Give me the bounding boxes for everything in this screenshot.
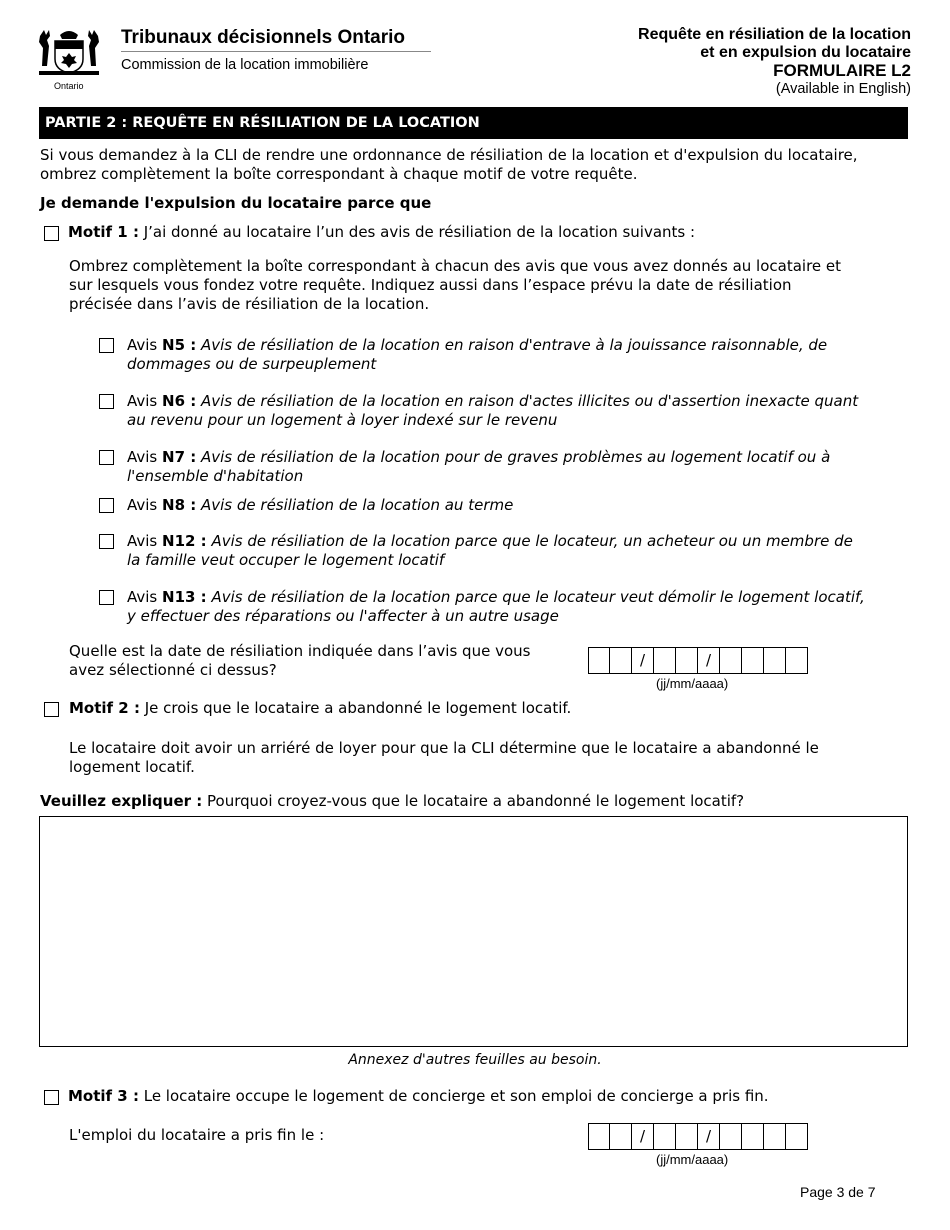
notice-n8-checkbox[interactable] xyxy=(99,498,114,513)
date-digit-cell[interactable] xyxy=(610,1123,632,1150)
attach-sheets-note: Annexez d'autres feuilles au besoin. xyxy=(348,1052,602,1068)
page-number: Page 3 de 7 xyxy=(800,1184,876,1200)
date-digit-cell[interactable] xyxy=(764,647,786,674)
notice-desc-2: au revenu pour un logement à loyer indexé sur le revenu xyxy=(127,411,558,429)
notice-n8 xyxy=(127,496,513,515)
explain-question: Pourquoi croyez-vous que le locataire a abandonné le logement locatif? xyxy=(202,792,745,810)
reason-1-instr-1: Ombrez complètement la boîte correspondant à chacun des avis que vous avez donnés au locataire et xyxy=(69,257,842,275)
reason-2-title: Motif 2 : xyxy=(69,699,140,717)
reason-1-instructions xyxy=(69,257,841,314)
date-digit-cell[interactable] xyxy=(654,1123,676,1150)
form-title-block xyxy=(638,26,911,98)
date-digit-cell[interactable] xyxy=(742,647,764,674)
date-digit-cell[interactable] xyxy=(742,1123,764,1150)
eviction-subheading: Je demande l'expulsion du locataire parce que xyxy=(40,194,432,212)
reason-2-checkbox[interactable] xyxy=(44,702,59,717)
date-separator: / xyxy=(632,1123,654,1150)
notice-n13 xyxy=(127,588,865,626)
reason-1-text: J’ai donné au locataire l’un des avis de résiliation de la location suivants : xyxy=(138,223,696,241)
intro-line-1: Si vous demandez à la CLI de rendre une ordonnance de résiliation de la location et d'expulsion du locataire, xyxy=(40,146,858,164)
reason-2-label xyxy=(69,699,571,718)
ontario-coat-of-arms-logo xyxy=(36,26,102,92)
notice-desc-2: la famille veut occuper le logement locatif xyxy=(127,551,445,569)
date-digit-cell[interactable] xyxy=(786,647,808,674)
reason-1-checkbox[interactable] xyxy=(44,226,59,241)
explain-label: Veuillez expliquer : xyxy=(40,792,203,810)
date-format-hint: (jj/mm/aaaa) xyxy=(656,676,729,691)
notice-desc-2: l'ensemble d'habitation xyxy=(127,467,304,485)
form-title-line2: et en expulsion du locataire xyxy=(700,44,911,61)
reason-3-label xyxy=(68,1087,769,1106)
logo-caption: Ontario xyxy=(54,81,84,91)
date-digit-cell[interactable] xyxy=(720,1123,742,1150)
reason-2-note-1: Le locataire doit avoir un arriéré de loyer pour que la CLI détermine que le locataire a abandonné le xyxy=(69,739,819,757)
notice-code: N6 : xyxy=(162,392,197,410)
date-digit-cell[interactable] xyxy=(676,1123,698,1150)
form-id: FORMULAIRE L2 xyxy=(773,61,911,80)
date-digit-cell[interactable] xyxy=(588,1123,610,1150)
date-digit-cell[interactable] xyxy=(654,647,676,674)
date-digit-cell[interactable] xyxy=(764,1123,786,1150)
notice-n7 xyxy=(127,448,830,486)
notice-desc-1: Avis de résiliation de la location parce que le locateur, un acheteur ou un membre de xyxy=(206,532,853,550)
reason-2-note-2: logement locatif. xyxy=(69,758,195,776)
date-question-line-1: Quelle est la date de résiliation indiquée dans l’avis que vous xyxy=(69,642,531,660)
notice-prefix: Avis xyxy=(127,336,163,354)
notice-n5 xyxy=(127,336,827,374)
intro-text xyxy=(40,146,858,184)
date-question-line-2: avez sélectionné ci dessus? xyxy=(69,661,277,679)
notice-desc-2: y effectuer des réparations ou l'affecter à un autre usage xyxy=(127,607,559,625)
employment-end-date-field[interactable] xyxy=(588,1123,808,1150)
organization-name: Tribunaux décisionnels Ontario xyxy=(121,27,405,48)
date-separator: / xyxy=(698,1123,720,1150)
notice-prefix: Avis xyxy=(127,392,163,410)
notice-n5-checkbox[interactable] xyxy=(99,338,114,353)
notice-desc-1: Avis de résiliation de la location parce que le locateur veut démolir le logement locatif, xyxy=(206,588,865,606)
date-separator: / xyxy=(632,647,654,674)
reason-1-label xyxy=(68,223,695,242)
notice-n12 xyxy=(127,532,853,570)
explain-prompt xyxy=(40,792,744,811)
date-format-hint: (jj/mm/aaaa) xyxy=(656,1152,729,1167)
notice-desc-2: dommages ou de surpeuplement xyxy=(127,355,377,373)
reason-1-title: Motif 1 : xyxy=(68,223,139,241)
notice-desc-1: Avis de résiliation de la location au terme xyxy=(196,496,514,514)
date-digit-cell[interactable] xyxy=(676,647,698,674)
reason-2-text: Je crois que le locataire a abandonné le logement locatif. xyxy=(139,699,572,717)
date-separator: / xyxy=(698,647,720,674)
notice-code: N13 : xyxy=(162,588,207,606)
reason-1-instr-2: sur lesquels vous fondez votre requête. Indiquez aussi dans l’espace prévu la date de résiliation xyxy=(69,276,792,294)
section-title-bar: PARTIE 2 : REQUÊTE EN RÉSILIATION DE LA LOCATION xyxy=(39,107,908,139)
notice-prefix: Avis xyxy=(127,532,163,550)
date-digit-cell[interactable] xyxy=(588,647,610,674)
organization-subtitle: Commission de la location immobilière xyxy=(121,57,369,73)
date-digit-cell[interactable] xyxy=(720,647,742,674)
notice-code: N12 : xyxy=(162,532,207,550)
employment-end-question: L'emploi du locataire a pris fin le : xyxy=(69,1126,325,1144)
language-note: (Available in English) xyxy=(775,81,911,97)
termination-date-question xyxy=(69,642,530,680)
notice-n12-checkbox[interactable] xyxy=(99,534,114,549)
notice-code: N8 : xyxy=(162,496,197,514)
notice-desc-1: Avis de résiliation de la location pour de graves problèmes au logement locatif ou à xyxy=(196,448,831,466)
form-title-line1: Requête en résiliation de la location xyxy=(638,26,911,43)
notice-code: N5 : xyxy=(162,336,197,354)
notice-code: N7 : xyxy=(162,448,197,466)
notice-prefix: Avis xyxy=(127,448,163,466)
reason-1-instr-3: précisée dans l’avis de résiliation de la location. xyxy=(69,295,430,313)
reason-3-text: Le locataire occupe le logement de concierge et son emploi de concierge a pris fin. xyxy=(138,1087,769,1105)
reason-3-title: Motif 3 : xyxy=(68,1087,139,1105)
notice-n7-checkbox[interactable] xyxy=(99,450,114,465)
notice-desc-1: Avis de résiliation de la location en raison d'entrave à la jouissance raisonnable, de xyxy=(196,336,828,354)
header-divider xyxy=(121,51,431,52)
reason-2-note xyxy=(69,739,819,777)
intro-line-2: ombrez complètement la boîte correspondant à chaque motif de votre requête. xyxy=(40,165,638,183)
date-digit-cell[interactable] xyxy=(610,647,632,674)
notice-prefix: Avis xyxy=(127,588,163,606)
notice-n6 xyxy=(127,392,858,430)
notice-prefix: Avis xyxy=(127,496,163,514)
notice-n13-checkbox[interactable] xyxy=(99,590,114,605)
explanation-textarea[interactable] xyxy=(39,816,908,1047)
reason-3-checkbox[interactable] xyxy=(44,1090,59,1105)
date-digit-cell[interactable] xyxy=(786,1123,808,1150)
notice-desc-1: Avis de résiliation de la location en raison d'actes illicites ou d'assertion inexacte quant xyxy=(196,392,859,410)
termination-date-field[interactable] xyxy=(588,647,808,674)
notice-n6-checkbox[interactable] xyxy=(99,394,114,409)
